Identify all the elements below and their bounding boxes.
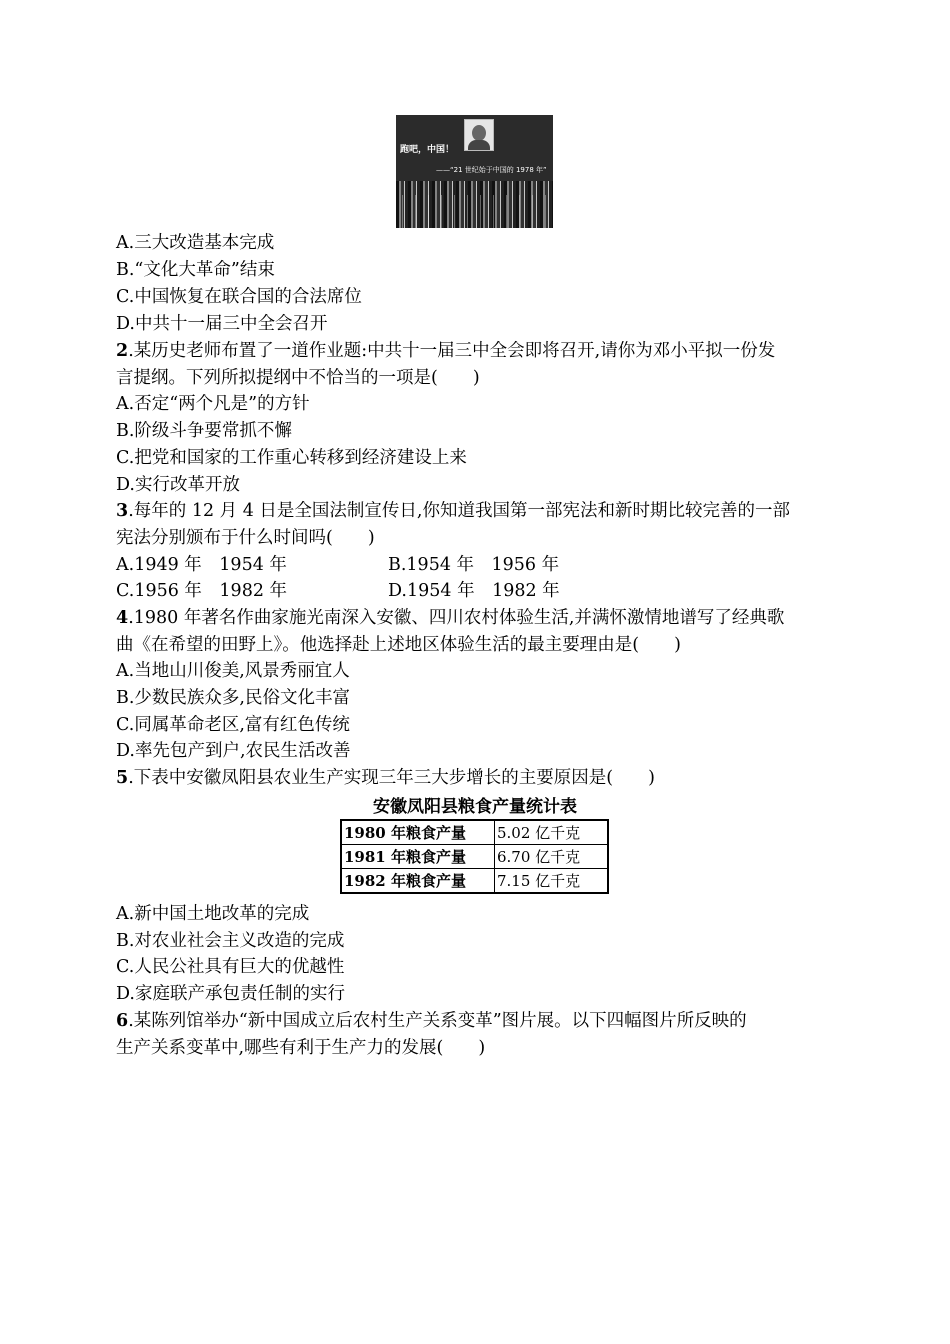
q3-option-d: D.1954 年 1982 年 xyxy=(388,581,560,601)
table-cell-value: 7.15 亿千克 xyxy=(495,869,609,894)
table-cell-label: 1981 年粮食产量 xyxy=(341,845,495,869)
table-cell-value: 5.02 亿千克 xyxy=(495,820,609,845)
q6-stem: 6.某陈列馆举办“新中国成立后农村生产关系变革”图片展。以下四幅图片所反映的 xyxy=(116,1011,747,1031)
q6-stem-line2: 生产关系变革中,哪些有利于生产力的发展( ) xyxy=(116,1038,486,1058)
q3-option-b: B.1954 年 1956 年 xyxy=(388,555,560,575)
q5-stem: 5.下表中安徽凤阳县农业生产实现三年三大步增长的主要原因是( ) xyxy=(116,768,655,788)
q5-option-b: B.对农业社会主义改造的完成 xyxy=(116,931,345,951)
q4-stem: 4.1980 年著名作曲家施光南深入安徽、四川农村体验生活,并满怀激情地谱写了经典歌 xyxy=(116,608,785,628)
q3-stem: 3.每年的 12 月 4 日是全国法制宣传日,你知道我国第一部宪法和新时期比较完善的一部 xyxy=(116,501,790,521)
table-cell-label: 1980 年粮食产量 xyxy=(341,820,495,845)
q2-option-b: B.阶级斗争要常抓不懈 xyxy=(116,421,292,441)
table-cell-label: 1982 年粮食产量 xyxy=(341,869,495,894)
q1-option-c: C.中国恢复在联合国的合法席位 xyxy=(116,287,362,307)
photo-caption-main: 跑吧，中国！ xyxy=(400,145,455,155)
q4-number: 4 xyxy=(116,608,129,628)
q5-option-d: D.家庭联产承包责任制的实行 xyxy=(116,984,345,1004)
q2-option-a: A.否定“两个凡是”的方针 xyxy=(116,394,310,414)
q1-option-a: A.三大改造基本完成 xyxy=(116,233,275,253)
q6-number: 6 xyxy=(116,1011,129,1031)
portrait xyxy=(464,119,494,151)
photo-caption-sub: ——“21 世纪始于中国的 1978 年” xyxy=(436,166,547,174)
q4-option-c: C.同属革命老区,富有红色传统 xyxy=(116,715,350,735)
q4-option-b: B.少数民族众多,民俗文化丰富 xyxy=(116,688,350,708)
q5-option-c: C.人民公社具有巨大的优越性 xyxy=(116,957,345,977)
q5-number: 5 xyxy=(116,768,129,788)
q5-option-a: A.新中国土地改革的完成 xyxy=(116,904,310,924)
q3-number: 3 xyxy=(116,501,129,521)
q2-option-c: C.把党和国家的工作重心转移到经济建设上来 xyxy=(116,448,467,468)
table-row xyxy=(341,869,608,894)
table-title: 安徽凤阳县粮食产量统计表 xyxy=(373,797,577,817)
q4-option-a: A.当地山川俊美,风景秀丽宜人 xyxy=(116,661,350,681)
q3-stem-line2: 宪法分别颁布于什么时间吗( ) xyxy=(116,528,375,548)
q2-number: 2 xyxy=(116,341,129,361)
q3-option-c: C.1956 年 1982 年 xyxy=(116,581,288,601)
q4-option-d: D.率先包产到户,农民生活改善 xyxy=(116,741,351,761)
table-row xyxy=(341,845,608,869)
table-row xyxy=(341,820,608,845)
q3-option-a: A.1949 年 1954 年 xyxy=(116,555,287,575)
grain-output-table xyxy=(340,819,609,894)
table-cell-value: 6.70 亿千克 xyxy=(495,845,609,869)
q2-stem-line2: 言提纲。下列所拟提纲中不恰当的一项是( ) xyxy=(116,368,480,388)
q4-stem-line2: 曲《在希望的田野上》。他选择赴上述地区体验生活的最主要理由是( ) xyxy=(116,635,681,655)
q1-option-b: B.“文化大革命”结束 xyxy=(116,260,275,280)
question-photo xyxy=(396,115,553,228)
q2-stem: 2.某历史老师布置了一道作业题:中共十一届三中全会即将召开,请你为邓小平拟一份发 xyxy=(116,341,776,361)
q1-option-d: D.中共十一届三中全会召开 xyxy=(116,314,328,334)
q2-option-d: D.实行改革开放 xyxy=(116,475,240,495)
